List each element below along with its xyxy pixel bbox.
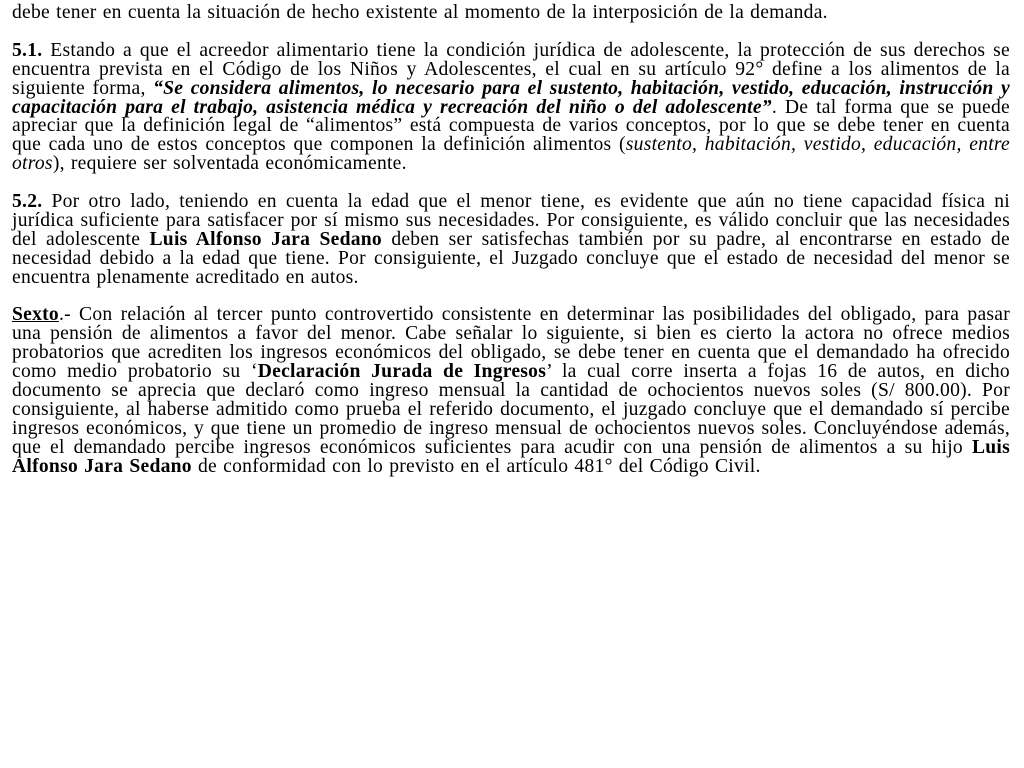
document-title: Declaración Jurada de Ingresos: [257, 361, 547, 383]
paragraph-intro: [12, 4, 1010, 23]
paragraph-5-2: [12, 193, 1010, 288]
paragraph-5-1: [12, 39, 1010, 175]
paragraph-text: deben ser satisfechas también por su padre, al encontrarse en estado de necesidad debido a la edad que tiene. Por consiguiente, el Juzgado concluye que el estado de necesidad del menor se encuentra plenamente acreditado en autos.: [12, 228, 1010, 288]
paragraph-text: debe tener en cuenta la situación de hecho existente al momento de la interposición de la demanda.: [12, 2, 828, 23]
person-name: Luis Alfonso Jara Sedano: [12, 436, 1010, 477]
paragraph-text: de conformidad con lo previsto en el artículo 481° del Código Civil.: [191, 455, 761, 477]
document-page: [12, 4, 1010, 477]
paragraph-text: ’ la cual corre inserta a fojas 16 de autos, en dicho documento se aprecia que declaró como ingreso mensual la cantidad de ochocientos nuevos soles (S/ 800.00). Por consiguiente, al haberse admitido como prueba el referido documento, el juzgado concluye que el demandado sí percibe ingresos económicos, y que tiene un promedio de ingreso mensual de ochocientos nuevos soles. Concluyéndose además, que el demandado percibe ingresos económicos suficientes para acudir con una pensión de alimentos a su hijo: [12, 361, 1010, 458]
paragraph-text: . De tal forma que se puede apreciar que la definición legal de “alimentos” está compuesta de varios conceptos, por lo que se debe tener en cuenta que cada uno de estos conceptos que componen la definición alimentos (: [12, 96, 1010, 156]
paragraph-text: Estando a que el acreedor alimentario tiene la condición jurídica de adolescente, la protección de sus derechos se encuentra prevista en el Código de los Niños y Adolescentes, el cual en su artículo 92° define a los alimentos de la siguiente forma,: [12, 39, 1010, 99]
legal-quote: “Se considera alimentos, lo necesario para el sustento, habitación, vestido, educación, instrucción y capacitación para el trabajo, asistencia médica y recreación del niño o del adolescente”: [12, 77, 1010, 118]
italic-list: sustento, habitación, vestido, educación, entre otros: [12, 134, 1010, 175]
section-number: 5.1.: [12, 39, 43, 61]
paragraph-text: .- Con relación al tercer punto controvertido consistente en determinar las posibilidades del obligado, para pasar una pensión de alimentos a favor del menor. Cabe señalar lo siguiente, si bien es cierto la actora no ofrece medios probatorios que acrediten los ingresos económicos del obligado, se debe tener en cuenta que el demandado ha ofrecido como medio probatorio su ‘: [12, 304, 1010, 383]
paragraph-text: Por otro lado, teniendo en cuenta la edad que el menor tiene, es evidente que aún no tiene capacidad física ni jurídica suficiente para satisfacer por sí mismo sus necesidades. Por consiguiente, es válido concluir que las necesidades del adolescente: [12, 191, 1010, 250]
paragraph-text: ), requiere ser solventada económicamente.: [52, 153, 407, 175]
section-number: 5.2.: [12, 191, 43, 213]
paragraph-sexto: [12, 306, 1010, 476]
section-heading: Sexto: [12, 304, 59, 326]
person-name: Luis Alfonso Jara Sedano: [149, 228, 382, 250]
